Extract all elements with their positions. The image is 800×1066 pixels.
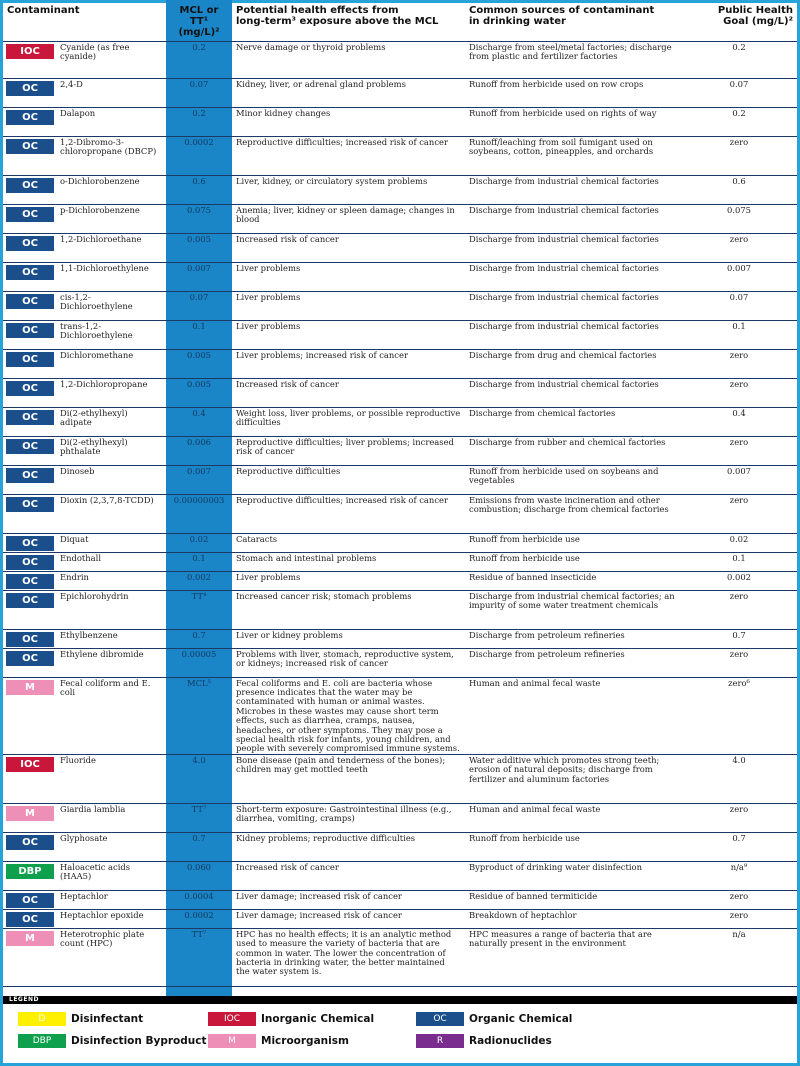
mcl-cell: 0.07 bbox=[166, 78, 232, 107]
table-row bbox=[3, 233, 797, 262]
contaminant-cell bbox=[3, 909, 166, 928]
health-effects-cell: Increased risk of cancer bbox=[232, 861, 465, 890]
health-effects-cell: Liver, kidney, or circulatory system problems bbox=[232, 175, 465, 204]
health-effects-cell: Increased cancer risk; stomach problems bbox=[232, 590, 465, 629]
contaminant-name: p-Dichlorobenzene bbox=[60, 205, 140, 215]
category-badge: OC bbox=[6, 236, 54, 251]
contaminant-cell bbox=[3, 291, 166, 320]
table-row bbox=[3, 552, 797, 571]
contaminant-name: Fluoride bbox=[60, 755, 96, 765]
category-badge: OC bbox=[6, 265, 54, 280]
contaminant-name: Epichlorohydrin bbox=[60, 591, 129, 601]
sources-cell: Byproduct of drinking water disinfection bbox=[465, 861, 681, 890]
sources-cell: Discharge from industrial chemical factories bbox=[465, 378, 681, 407]
table-row bbox=[3, 320, 797, 349]
contaminant-name: Endothall bbox=[60, 553, 102, 563]
contaminant-name: Heptachlor bbox=[60, 891, 108, 901]
contaminant-cell bbox=[3, 349, 166, 378]
sources-cell: Human and animal fecal waste bbox=[465, 803, 681, 832]
category-badge: OC bbox=[6, 468, 54, 483]
mcl-cell: 0.006 bbox=[166, 436, 232, 465]
sources-cell: Discharge from chemical factories bbox=[465, 407, 681, 436]
contaminant-cell bbox=[3, 861, 166, 890]
mcl-cell: MCL⁵ bbox=[166, 677, 232, 754]
contaminant-cell bbox=[3, 494, 166, 533]
health-effects-cell: Nerve damage or thyroid problems bbox=[232, 41, 465, 78]
table-row bbox=[3, 533, 797, 552]
sources-cell: Emissions from waste incineration and other combustion; discharge from chemical factories bbox=[465, 494, 681, 533]
contaminant-name: Diquat bbox=[60, 534, 89, 544]
public-health-goal-cell: 0.075 bbox=[681, 204, 797, 233]
category-badge: OC bbox=[6, 352, 54, 367]
legend-item-disinfectant bbox=[18, 1012, 143, 1026]
mcl-cell: 0.02 bbox=[166, 533, 232, 552]
health-effects-cell: Reproductive difficulties bbox=[232, 465, 465, 494]
contaminant-cell bbox=[3, 832, 166, 861]
contaminant-cell bbox=[3, 552, 166, 571]
table-row bbox=[3, 262, 797, 291]
public-health-goal-cell: 0.007 bbox=[681, 465, 797, 494]
health-effects-cell: Liver problems bbox=[232, 291, 465, 320]
contaminant-cell bbox=[3, 890, 166, 909]
category-badge: OC bbox=[6, 323, 54, 338]
mcl-cell: TT⁷ bbox=[166, 803, 232, 832]
sources-cell: Discharge from industrial chemical factories bbox=[465, 233, 681, 262]
contaminant-cell bbox=[3, 378, 166, 407]
health-effects-cell: Anemia; liver, kidney or spleen damage; changes in blood bbox=[232, 204, 465, 233]
contaminant-name: 1,2-Dibromo-3-chloropropane (DBCP) bbox=[60, 137, 157, 156]
category-badge: OC bbox=[6, 497, 54, 512]
legend-badge: M bbox=[208, 1034, 256, 1048]
sources-cell: Discharge from petroleum refineries bbox=[465, 648, 681, 677]
sources-cell: Human and animal fecal waste bbox=[465, 677, 681, 754]
sources-cell: HPC measures a range of bacteria that are naturally present in the environment bbox=[465, 928, 681, 986]
sources-cell: Runoff from herbicide used on rights of way bbox=[465, 107, 681, 136]
legend bbox=[3, 996, 797, 1063]
sources-cell: Runoff from herbicide use bbox=[465, 832, 681, 861]
sources-cell: Discharge from industrial chemical factories bbox=[465, 175, 681, 204]
table-row bbox=[3, 803, 797, 832]
contaminant-cell bbox=[3, 204, 166, 233]
contaminant-cell bbox=[3, 533, 166, 552]
mcl-cell: 0.0002 bbox=[166, 909, 232, 928]
contaminant-cell bbox=[3, 465, 166, 494]
category-badge: OC bbox=[6, 410, 54, 425]
mcl-cell: 0.005 bbox=[166, 233, 232, 262]
mcl-cell: 0.007 bbox=[166, 262, 232, 291]
legend-label: Microorganism bbox=[261, 1035, 349, 1047]
mcl-cell: 0.060 bbox=[166, 861, 232, 890]
category-badge: OC bbox=[6, 110, 54, 125]
sources-cell: Discharge from industrial chemical factories; an impurity of some water treatment chemicals bbox=[465, 590, 681, 629]
category-badge: OC bbox=[6, 81, 54, 96]
sources-cell: Runoff from herbicide use bbox=[465, 533, 681, 552]
header-health-effects: Potential health effects from long-term³ exposure above the MCL bbox=[232, 3, 465, 41]
mcl-cell: 0.4 bbox=[166, 407, 232, 436]
table-row bbox=[3, 677, 797, 754]
sources-cell: Runoff from herbicide use bbox=[465, 552, 681, 571]
contaminant-name: Dinoseb bbox=[60, 466, 95, 476]
contaminant-name: 1,1-Dichloroethylene bbox=[60, 263, 149, 273]
contaminant-name: o-Dichlorobenzene bbox=[60, 176, 140, 186]
mcl-cell: TT⁷ bbox=[166, 928, 232, 986]
category-badge: OC bbox=[6, 139, 54, 154]
legend-badge: OC bbox=[416, 1012, 464, 1026]
table-row bbox=[3, 349, 797, 378]
legend-label: Inorganic Chemical bbox=[261, 1013, 375, 1025]
sources-cell: Runoff from herbicide used on row crops bbox=[465, 78, 681, 107]
table-row bbox=[3, 41, 797, 78]
contaminant-name: Ethylbenzene bbox=[60, 630, 118, 640]
health-effects-cell: Bone disease (pain and tenderness of the bones); children may get mottled teeth bbox=[232, 754, 465, 803]
contaminant-name: Endrin bbox=[60, 572, 89, 582]
public-health-goal-cell: 0.2 bbox=[681, 107, 797, 136]
mcl-cell: 0.2 bbox=[166, 107, 232, 136]
public-health-goal-cell: zero bbox=[681, 648, 797, 677]
table-row bbox=[3, 436, 797, 465]
header-mcl: MCL or TT¹ (mg/L)² bbox=[166, 3, 232, 41]
sources-cell: Discharge from industrial chemical factories bbox=[465, 291, 681, 320]
mcl-cell: 0.002 bbox=[166, 571, 232, 590]
mcl-cell: 0.1 bbox=[166, 320, 232, 349]
sources-cell: Discharge from industrial chemical factories bbox=[465, 204, 681, 233]
table-row bbox=[3, 378, 797, 407]
table-row bbox=[3, 175, 797, 204]
contaminant-cell bbox=[3, 803, 166, 832]
health-effects-cell: Increased risk of cancer bbox=[232, 378, 465, 407]
contaminant-cell bbox=[3, 436, 166, 465]
contaminant-cell bbox=[3, 407, 166, 436]
public-health-goal-cell: zero bbox=[681, 909, 797, 928]
mcl-cell: 0.075 bbox=[166, 204, 232, 233]
category-badge: M bbox=[6, 806, 54, 821]
contaminant-cell bbox=[3, 107, 166, 136]
contaminant-cell bbox=[3, 41, 166, 78]
table-row bbox=[3, 291, 797, 320]
health-effects-cell: Short-term exposure: Gastrointestinal illness (e.g., diarrhea, vomiting, cramps) bbox=[232, 803, 465, 832]
category-badge: OC bbox=[6, 912, 54, 927]
table-row bbox=[3, 832, 797, 861]
public-health-goal-cell: zero bbox=[681, 890, 797, 909]
public-health-goal-cell: zero bbox=[681, 136, 797, 175]
table-row bbox=[3, 909, 797, 928]
mcl-cell: 0.7 bbox=[166, 832, 232, 861]
sources-cell: Water additive which promotes strong teeth; erosion of natural deposits; discharge from fertilizer and aluminum factories bbox=[465, 754, 681, 803]
health-effects-cell: Reproductive difficulties; increased risk of cancer bbox=[232, 136, 465, 175]
table-row bbox=[3, 648, 797, 677]
health-effects-cell: Cataracts bbox=[232, 533, 465, 552]
health-effects-cell: Reproductive difficulties; liver problems; increased risk of cancer bbox=[232, 436, 465, 465]
health-effects-cell: Liver problems bbox=[232, 320, 465, 349]
mcl-cell: 0.07 bbox=[166, 291, 232, 320]
public-health-goal-cell: 4.0 bbox=[681, 754, 797, 803]
contaminant-name: trans-1,2-Dichloroethylene bbox=[60, 321, 133, 340]
sources-cell: Discharge from petroleum refineries bbox=[465, 629, 681, 648]
contaminant-cell bbox=[3, 928, 166, 986]
contaminant-name: Glyphosate bbox=[60, 833, 108, 843]
contaminant-name: Di(2-ethylhexyl) adipate bbox=[60, 408, 128, 427]
contaminant-name: Di(2-ethylhexyl) phthalate bbox=[60, 437, 128, 456]
sources-cell: Discharge from industrial chemical factories bbox=[465, 320, 681, 349]
contaminant-name: Ethylene dibromide bbox=[60, 649, 144, 659]
legend-title: LEGEND bbox=[3, 996, 797, 1004]
contaminant-cell bbox=[3, 175, 166, 204]
contaminant-cell bbox=[3, 590, 166, 629]
health-effects-cell: Stomach and intestinal problems bbox=[232, 552, 465, 571]
contaminant-name: 1,2-Dichloropropane bbox=[60, 379, 148, 389]
contaminant-name: Giardia lamblia bbox=[60, 804, 126, 814]
public-health-goal-cell: zero bbox=[681, 378, 797, 407]
category-badge: IOC bbox=[6, 757, 54, 772]
table-row bbox=[3, 494, 797, 533]
legend-item-inorganic-chemical bbox=[208, 1012, 374, 1026]
mcl-cell: 0.0002 bbox=[166, 136, 232, 175]
legend-badge: D bbox=[18, 1012, 66, 1026]
legend-item-radionuclides bbox=[416, 1034, 552, 1048]
category-badge: OC bbox=[6, 555, 54, 570]
sources-cell: Discharge from rubber and chemical factories bbox=[465, 436, 681, 465]
header-contaminant: Contaminant bbox=[3, 3, 166, 41]
health-effects-cell: Fecal coliforms and E. coli are bacteria whose presence indicates that the water may be contaminated with human or animal wastes. Microbes in these wastes may cause short term effects, such as diarrhea, cramps, nausea, headaches, or other symptoms. They may pose a special health risk for infants, young children, and people with severely compromised immune systems. bbox=[232, 677, 465, 754]
public-health-goal-cell: zero bbox=[681, 494, 797, 533]
public-health-goal-cell: n/a bbox=[681, 928, 797, 986]
health-effects-cell: Liver problems bbox=[232, 262, 465, 291]
public-health-goal-cell: 0.7 bbox=[681, 832, 797, 861]
public-health-goal-cell: zero bbox=[681, 349, 797, 378]
table-row bbox=[3, 107, 797, 136]
public-health-goal-cell: 0.07 bbox=[681, 78, 797, 107]
header-common-sources: Common sources of contaminant in drinking water bbox=[465, 3, 681, 41]
mcl-cell: 0.1 bbox=[166, 552, 232, 571]
contaminant-cell bbox=[3, 78, 166, 107]
health-effects-cell: Liver damage; increased risk of cancer bbox=[232, 890, 465, 909]
legend-badge: DBP bbox=[18, 1034, 66, 1048]
public-health-goal-cell: 0.2 bbox=[681, 41, 797, 78]
health-effects-cell: Liver problems bbox=[232, 571, 465, 590]
category-badge: OC bbox=[6, 593, 54, 608]
contaminant-name: Dioxin (2,3,7,8-TCDD) bbox=[60, 495, 154, 505]
health-effects-cell: Weight loss, liver problems, or possible reproductive difficulties bbox=[232, 407, 465, 436]
table-row bbox=[3, 928, 797, 986]
legend-label: Organic Chemical bbox=[469, 1013, 573, 1025]
contaminant-cell bbox=[3, 677, 166, 754]
legend-badge: IOC bbox=[208, 1012, 256, 1026]
category-badge: OC bbox=[6, 536, 54, 551]
public-health-goal-cell: 0.002 bbox=[681, 571, 797, 590]
category-badge: OC bbox=[6, 381, 54, 396]
contaminant-table bbox=[3, 3, 797, 987]
contaminant-cell bbox=[3, 754, 166, 803]
category-badge: OC bbox=[6, 207, 54, 222]
contaminant-name: cis-1,2-Dichloroethylene bbox=[60, 292, 133, 311]
mcl-cell: 0.7 bbox=[166, 629, 232, 648]
contaminant-cell bbox=[3, 262, 166, 291]
public-health-goal-cell: 0.1 bbox=[681, 552, 797, 571]
contaminant-name: 2,4-D bbox=[60, 79, 83, 89]
public-health-goal-cell: 0.07 bbox=[681, 291, 797, 320]
sources-cell: Runoff from herbicide used on soybeans and vegetables bbox=[465, 465, 681, 494]
category-badge: OC bbox=[6, 651, 54, 666]
table-row bbox=[3, 204, 797, 233]
category-badge: IOC bbox=[6, 44, 54, 59]
health-effects-cell: Reproductive difficulties; increased risk of cancer bbox=[232, 494, 465, 533]
legend-label: Disinfectant bbox=[71, 1013, 144, 1025]
contaminant-cell bbox=[3, 136, 166, 175]
table-row bbox=[3, 890, 797, 909]
mcl-cell: 0.2 bbox=[166, 41, 232, 78]
public-health-goal-cell: 0.6 bbox=[681, 175, 797, 204]
health-effects-cell: Problems with liver, stomach, reproductive system, or kidneys; increased risk of cancer bbox=[232, 648, 465, 677]
sources-cell: Runoff/leaching from soil fumigant used on soybeans, cotton, pineapples, and orchards bbox=[465, 136, 681, 175]
health-effects-cell: Increased risk of cancer bbox=[232, 233, 465, 262]
legend-label: Radionuclides bbox=[469, 1035, 552, 1047]
mcl-cell: 4.0 bbox=[166, 754, 232, 803]
mcl-cell: 0.00005 bbox=[166, 648, 232, 677]
mcl-cell: 0.005 bbox=[166, 378, 232, 407]
contaminant-name: Heterotrophic plate count (HPC) bbox=[60, 929, 145, 949]
sources-cell: Discharge from steel/metal factories; discharge from plastic and fertilizer factories bbox=[465, 41, 681, 78]
legend-badge: R bbox=[416, 1034, 464, 1048]
health-effects-cell: Liver or kidney problems bbox=[232, 629, 465, 648]
public-health-goal-cell: 0.1 bbox=[681, 320, 797, 349]
health-effects-cell: HPC has no health effects; it is an analytic method used to measure the variety of bacteria that are common in water. The lower the concentration of bacteria in drinking water, the better maintained the water system is. bbox=[232, 928, 465, 986]
contaminant-cell bbox=[3, 320, 166, 349]
mcl-cell: 0.005 bbox=[166, 349, 232, 378]
category-badge: OC bbox=[6, 294, 54, 309]
table-row bbox=[3, 629, 797, 648]
public-health-goal-cell: zero bbox=[681, 590, 797, 629]
public-health-goal-cell: zero bbox=[681, 233, 797, 262]
category-badge: OC bbox=[6, 574, 54, 589]
category-badge: OC bbox=[6, 835, 54, 850]
mcl-cell: TT⁴ bbox=[166, 590, 232, 629]
contaminant-cell bbox=[3, 571, 166, 590]
table-body bbox=[3, 41, 797, 986]
sources-cell: Residue of banned termiticide bbox=[465, 890, 681, 909]
health-effects-cell: Kidney problems; reproductive difficulties bbox=[232, 832, 465, 861]
contaminant-name: Dichloromethane bbox=[60, 350, 134, 360]
table-row bbox=[3, 590, 797, 629]
contaminant-name: Cyanide (as free cyanide) bbox=[60, 42, 130, 61]
table-header-row bbox=[3, 3, 797, 41]
sources-cell: Residue of banned insecticide bbox=[465, 571, 681, 590]
contaminant-cell bbox=[3, 233, 166, 262]
category-badge: M bbox=[6, 680, 54, 695]
public-health-goal-cell: 0.007 bbox=[681, 262, 797, 291]
sources-cell: Discharge from drug and chemical factories bbox=[465, 349, 681, 378]
public-health-goal-cell: 0.7 bbox=[681, 629, 797, 648]
table-row bbox=[3, 571, 797, 590]
contaminant-name: Heptachlor epoxide bbox=[60, 910, 144, 920]
legend-item-microorganism bbox=[208, 1034, 349, 1048]
header-public-health-goal: Public Health Goal (mg/L)² bbox=[681, 3, 797, 41]
contaminant-cell bbox=[3, 648, 166, 677]
contaminant-cell bbox=[3, 629, 166, 648]
table-row bbox=[3, 136, 797, 175]
mcl-cell: 0.0004 bbox=[166, 890, 232, 909]
legend-item-organic-chemical bbox=[416, 1012, 572, 1026]
table-row bbox=[3, 407, 797, 436]
category-badge: OC bbox=[6, 893, 54, 908]
health-effects-cell: Kidney, liver, or adrenal gland problems bbox=[232, 78, 465, 107]
health-effects-cell: Liver damage; increased risk of cancer bbox=[232, 909, 465, 928]
contaminant-name: Dalapon bbox=[60, 108, 96, 118]
health-effects-cell: Minor kidney changes bbox=[232, 107, 465, 136]
category-badge: DBP bbox=[6, 864, 54, 879]
contaminant-name: Fecal coliform and E. coli bbox=[60, 678, 151, 697]
sources-cell: Discharge from industrial chemical factories bbox=[465, 262, 681, 291]
contaminant-name: 1,2-Dichloroethane bbox=[60, 234, 142, 244]
category-badge: OC bbox=[6, 178, 54, 193]
sources-cell: Breakdown of heptachlor bbox=[465, 909, 681, 928]
public-health-goal-cell: 0.4 bbox=[681, 407, 797, 436]
legend-item-disinfection-byproduct bbox=[18, 1034, 207, 1048]
public-health-goal-cell: zero bbox=[681, 803, 797, 832]
public-health-goal-cell: zero⁶ bbox=[681, 677, 797, 754]
public-health-goal-cell: zero bbox=[681, 436, 797, 465]
mcl-cell: 0.007 bbox=[166, 465, 232, 494]
table-row bbox=[3, 78, 797, 107]
public-health-goal-cell: 0.02 bbox=[681, 533, 797, 552]
table-row bbox=[3, 754, 797, 803]
category-badge: OC bbox=[6, 439, 54, 454]
health-effects-cell: Liver problems; increased risk of cancer bbox=[232, 349, 465, 378]
category-badge: OC bbox=[6, 632, 54, 647]
mcl-cell: 0.6 bbox=[166, 175, 232, 204]
table-row bbox=[3, 465, 797, 494]
legend-label: Disinfection Byproduct bbox=[71, 1035, 207, 1047]
table-row bbox=[3, 861, 797, 890]
mcl-cell: 0.00000003 bbox=[166, 494, 232, 533]
public-health-goal-cell: n/a⁹ bbox=[681, 861, 797, 890]
category-badge: M bbox=[6, 931, 54, 946]
contaminant-name: Haloacetic acids (HAA5) bbox=[60, 862, 131, 882]
